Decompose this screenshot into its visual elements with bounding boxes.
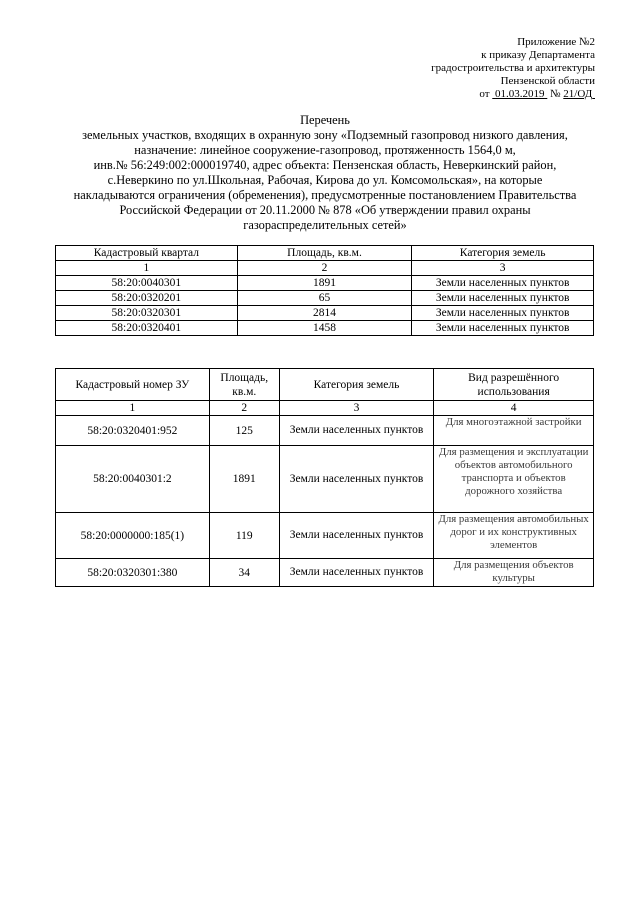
land-category: Земли населенных пунктов bbox=[279, 513, 434, 559]
column-number: 1 bbox=[56, 401, 210, 416]
column-number-row bbox=[56, 401, 594, 416]
land-category: Земли населенных пунктов bbox=[279, 559, 434, 587]
title-line: с.Неверкино по ул.Школьная, Рабочая, Кирова до ул. Комсомольская», на которые bbox=[107, 173, 543, 187]
appendix-date-line bbox=[431, 88, 595, 101]
appendix-line: Приложение №2 bbox=[517, 36, 595, 48]
area-value: 119 bbox=[209, 513, 279, 559]
land-category: Земли населенных пунктов bbox=[412, 306, 594, 321]
column-number: 2 bbox=[209, 401, 279, 416]
area-value: 34 bbox=[209, 559, 279, 587]
table-row bbox=[56, 276, 594, 291]
permitted-use: Для размещения и эксплуатации объектов автомобильного транспорта и объектов дорожного хозяйства bbox=[434, 446, 594, 513]
land-category: Земли населенных пунктов bbox=[412, 321, 594, 336]
cadastral-quarter: 58:20:0320401 bbox=[56, 321, 238, 336]
cadastral-number: 58:20:0000000:185(1) bbox=[56, 513, 210, 559]
cadastral-number: 58:20:0320401:952 bbox=[56, 416, 210, 446]
cadastral-number: 58:20:0040301:2 bbox=[56, 446, 210, 513]
column-number: 3 bbox=[412, 261, 594, 276]
area-value: 125 bbox=[209, 416, 279, 446]
area-value: 1458 bbox=[237, 321, 412, 336]
area-value: 1891 bbox=[237, 276, 412, 291]
number-prefix: № bbox=[550, 88, 561, 100]
document-title bbox=[55, 113, 595, 233]
title-line: накладываются ограничения (обременения), предусмотренные постановлением Правительства bbox=[73, 188, 577, 202]
area-value: 2814 bbox=[237, 306, 412, 321]
table-row bbox=[56, 559, 594, 587]
header-cell: Категория земель bbox=[279, 369, 434, 401]
cadastral-quarter: 58:20:0320301 bbox=[56, 306, 238, 321]
table-row bbox=[56, 306, 594, 321]
header-cell: Площадь, кв.м. bbox=[209, 369, 279, 401]
column-number: 1 bbox=[56, 261, 238, 276]
title-line: назначение: линейное сооружение-газопровод, протяженность 1564,0 м, bbox=[134, 143, 516, 157]
date-prefix: от bbox=[479, 88, 490, 100]
permitted-use: Для размещения объектов культуры bbox=[434, 559, 594, 587]
header-cell: Кадастровый номер ЗУ bbox=[56, 369, 210, 401]
column-number: 2 bbox=[237, 261, 412, 276]
appendix-line: к приказу Департамента bbox=[481, 49, 595, 61]
permitted-use: Для многоэтажной застройки bbox=[434, 416, 594, 446]
header-cell: Вид разрешённого использования bbox=[434, 369, 594, 401]
cadastral-quarters-table bbox=[55, 245, 594, 336]
land-plots-table bbox=[55, 368, 594, 587]
appendix-line: градостроительства и архитектуры bbox=[431, 62, 595, 74]
table-header-row bbox=[56, 246, 594, 261]
column-number-row bbox=[56, 261, 594, 276]
area-value: 1891 bbox=[209, 446, 279, 513]
cadastral-quarter: 58:20:0320201 bbox=[56, 291, 238, 306]
land-category: Земли населенных пунктов bbox=[279, 416, 434, 446]
order-date: 01.03.2019 bbox=[495, 88, 545, 100]
land-category: Земли населенных пунктов bbox=[412, 276, 594, 291]
title-line: земельных участков, входящих в охранную зону «Подземный газопровод низкого давления, bbox=[82, 128, 568, 142]
land-category: Земли населенных пунктов bbox=[412, 291, 594, 306]
column-number: 3 bbox=[279, 401, 434, 416]
title-line: инв.№ 56:249:002:000019740, адрес объекта: Пензенская область, Неверкинский район, bbox=[93, 158, 557, 172]
land-category: Земли населенных пунктов bbox=[279, 446, 434, 513]
column-number: 4 bbox=[434, 401, 594, 416]
table-header-row bbox=[56, 369, 594, 401]
area-value: 65 bbox=[237, 291, 412, 306]
table-row bbox=[56, 416, 594, 446]
permitted-use: Для размещения автомобильных дорог и их конструктивных элементов bbox=[434, 513, 594, 559]
table-row bbox=[56, 291, 594, 306]
title-heading: Перечень bbox=[300, 113, 350, 127]
header-cell: Кадастровый квартал bbox=[56, 246, 238, 261]
appendix-note bbox=[431, 36, 595, 101]
table-row bbox=[56, 446, 594, 513]
table-row bbox=[56, 321, 594, 336]
table-row bbox=[56, 513, 594, 559]
header-cell: Площадь, кв.м. bbox=[237, 246, 412, 261]
title-line: Российской Федерации от 20.11.2000 № 878 «Об утверждении правил охраны bbox=[119, 203, 531, 217]
order-number: 21/ОД bbox=[563, 88, 593, 100]
cadastral-quarter: 58:20:0040301 bbox=[56, 276, 238, 291]
header-cell: Категория земель bbox=[412, 246, 594, 261]
appendix-line: Пензенской области bbox=[500, 75, 595, 87]
cadastral-number: 58:20:0320301:380 bbox=[56, 559, 210, 587]
title-line: газораспределительных сетей» bbox=[243, 218, 407, 232]
